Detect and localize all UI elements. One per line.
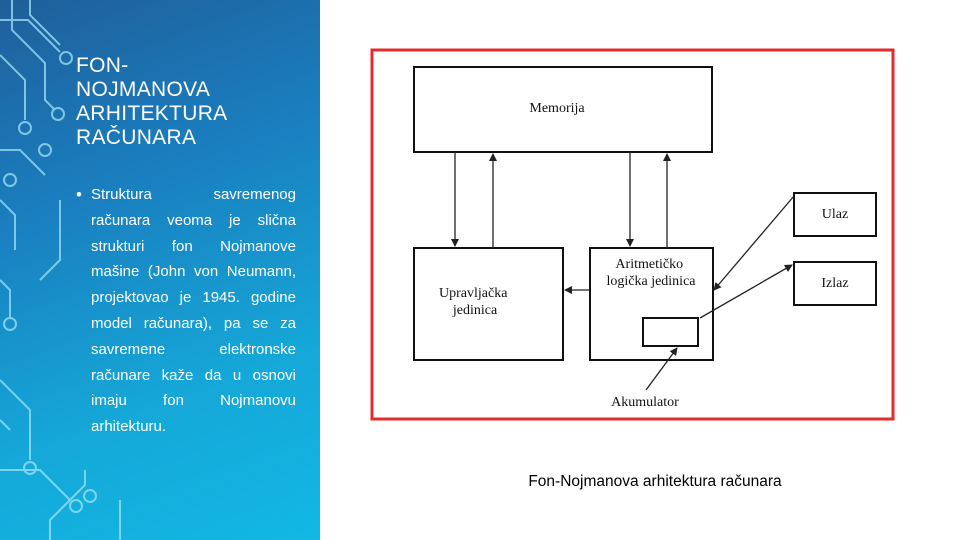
- accumulator-register: [643, 318, 698, 346]
- slide-title: [76, 54, 306, 150]
- output-label: Izlaz: [821, 276, 849, 291]
- input-label: Ulaz: [821, 207, 849, 222]
- sidebar-panel: [0, 0, 320, 540]
- alu-label-line-1: Aritmetičko: [615, 257, 684, 272]
- accumulator-label: Akumulator: [611, 395, 679, 410]
- architecture-diagram: [320, 0, 960, 540]
- title-line-4: RAČUNARA: [76, 126, 197, 149]
- title-line-3: ARHITEKTURA: [76, 102, 228, 125]
- memory-label: Memorija: [529, 101, 585, 116]
- bullet-text: • Struktura savremenog računara veoma je slična strukturi fon Nojmanove mašine (John von Neumann, projektovao je 1945. godine model računara), pa se za savremene elektronske računare kaže da u osnovi imaju fon Nojmanovu arhitekturu.: [76, 182, 296, 440]
- title-line-1: FON-: [76, 54, 129, 77]
- alu-label-line-2: logička jedinica: [606, 274, 696, 289]
- control-unit-label-line-2: jedinica: [452, 303, 498, 318]
- title-line-2: NOJMANOVA: [76, 78, 211, 101]
- control-unit-label-line-1: Upravljačka: [439, 286, 508, 301]
- figure-caption: Fon-Nojmanova arhitektura računara: [528, 473, 782, 490]
